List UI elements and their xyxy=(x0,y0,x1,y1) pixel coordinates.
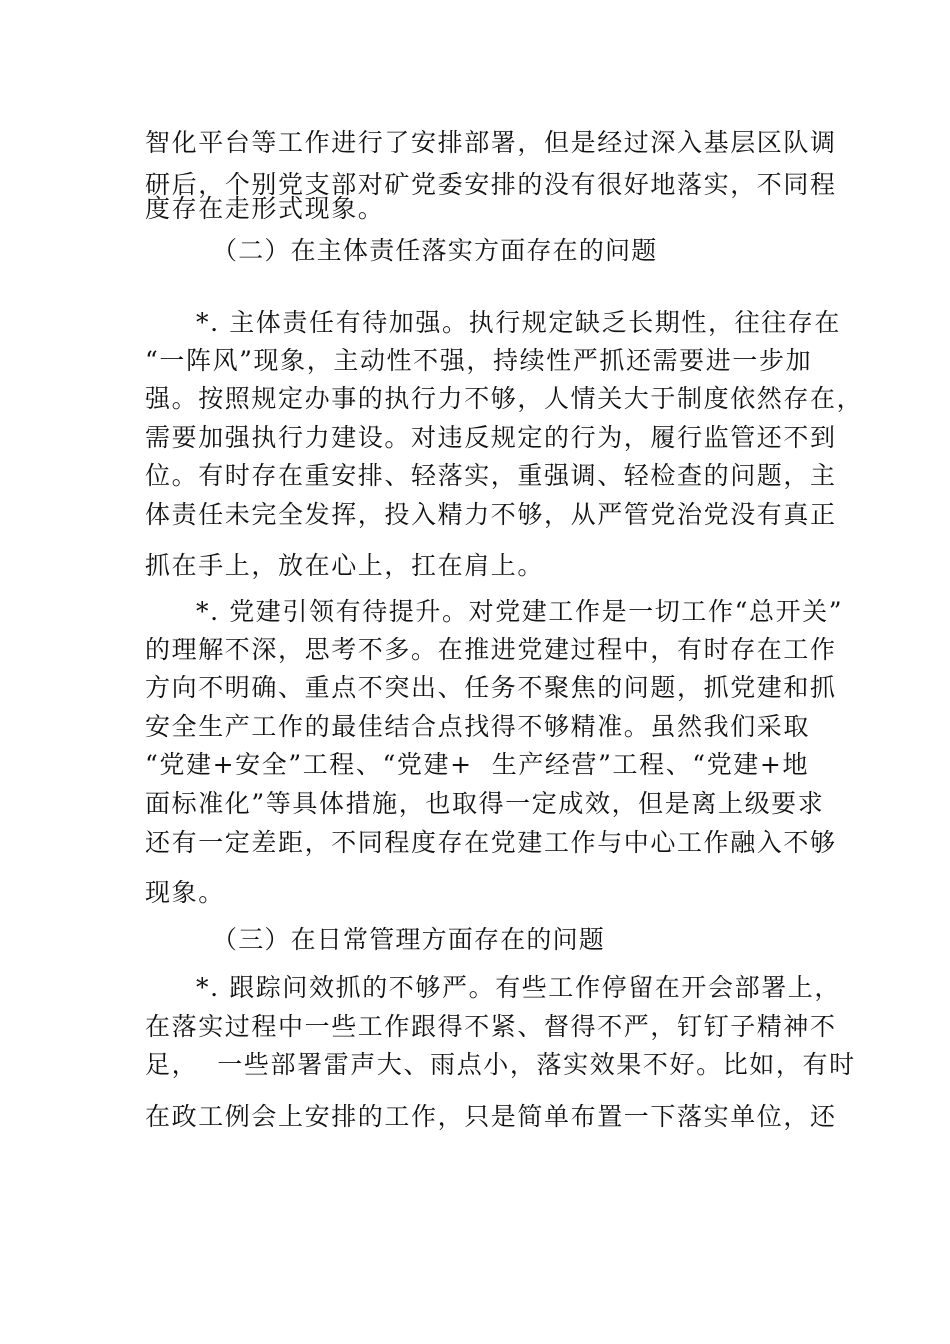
paragraph-line: 安全生产工作的最佳结合点找得不够精准。虽然我们采取 xyxy=(145,712,811,741)
paragraph-line: 还有一定差距，不同程度存在党建工作与中心工作融入不够 xyxy=(145,828,837,857)
paragraph-line: 方向不明确、重点不突出、任务不聚焦的问题，抓党建和抓 xyxy=(145,673,837,702)
paragraph-line: 研后，个别党支部对矿党委安排的没有很好地落实，不同程 xyxy=(145,170,837,199)
paragraph-line: *. 党建引领有待提升。对党建工作是一切工作“总开关” xyxy=(196,597,844,626)
paragraph-line: 面标准化”等具体措施，也取得一定成效，但是离上级要求 xyxy=(145,789,825,818)
paragraph-line: 智化平台等工作进行了安排部署，但是经过深入基层区队调 xyxy=(145,128,837,157)
paragraph-line: 抓在手上，放在心上，扛在肩上。 xyxy=(145,551,545,580)
paragraph-line: 需要加强执行力建设。对违反规定的行为，履行监管还不到 xyxy=(145,423,837,452)
paragraph-line: *. 跟踪问效抓的不够严。有些工作停留在开会部署上， xyxy=(196,973,841,1002)
paragraph-line: 体责任未完全发挥，投入精力不够，从严管党治党没有真正 xyxy=(145,500,837,529)
paragraph-line: 度存在走形式现象。 xyxy=(145,194,385,223)
paragraph-line: “一阵风”现象，主动性不强，持续性严抓还需要进一步加 xyxy=(145,346,813,375)
paragraph-line: “党建+安全”工程、“党建+ 生产经营”工程、“党建+地 xyxy=(145,750,810,779)
paragraph-line: 足， 一些部署雷声大、雨点小，落实效果不好。比如，有时 xyxy=(145,1050,856,1079)
paragraph-line: 位。有时存在重安排、轻落实，重强调、轻检查的问题，主 xyxy=(145,461,837,490)
paragraph-line: 在落实过程中一些工作跟得不紧、督得不严，钉钉子精神不 xyxy=(145,1012,837,1041)
section-heading: （二）在主体责任落实方面存在的问题 xyxy=(212,236,658,265)
paragraph-line: 现象。 xyxy=(145,878,225,907)
paragraph-line: *. 主体责任有待加强。执行规定缺乏长期性，往往存在 xyxy=(196,308,841,337)
paragraph-line: 强。按照规定办事的执行力不够，人情关大于制度依然存在， xyxy=(145,384,864,413)
paragraph-line: 在政工例会上安排的工作，只是简单布置一下落实单位，还 xyxy=(145,1102,837,1131)
paragraph-line: 的理解不深，思考不多。在推进党建过程中，有时存在工作 xyxy=(145,635,837,664)
section-heading: （三）在日常管理方面存在的问题 xyxy=(212,925,606,954)
